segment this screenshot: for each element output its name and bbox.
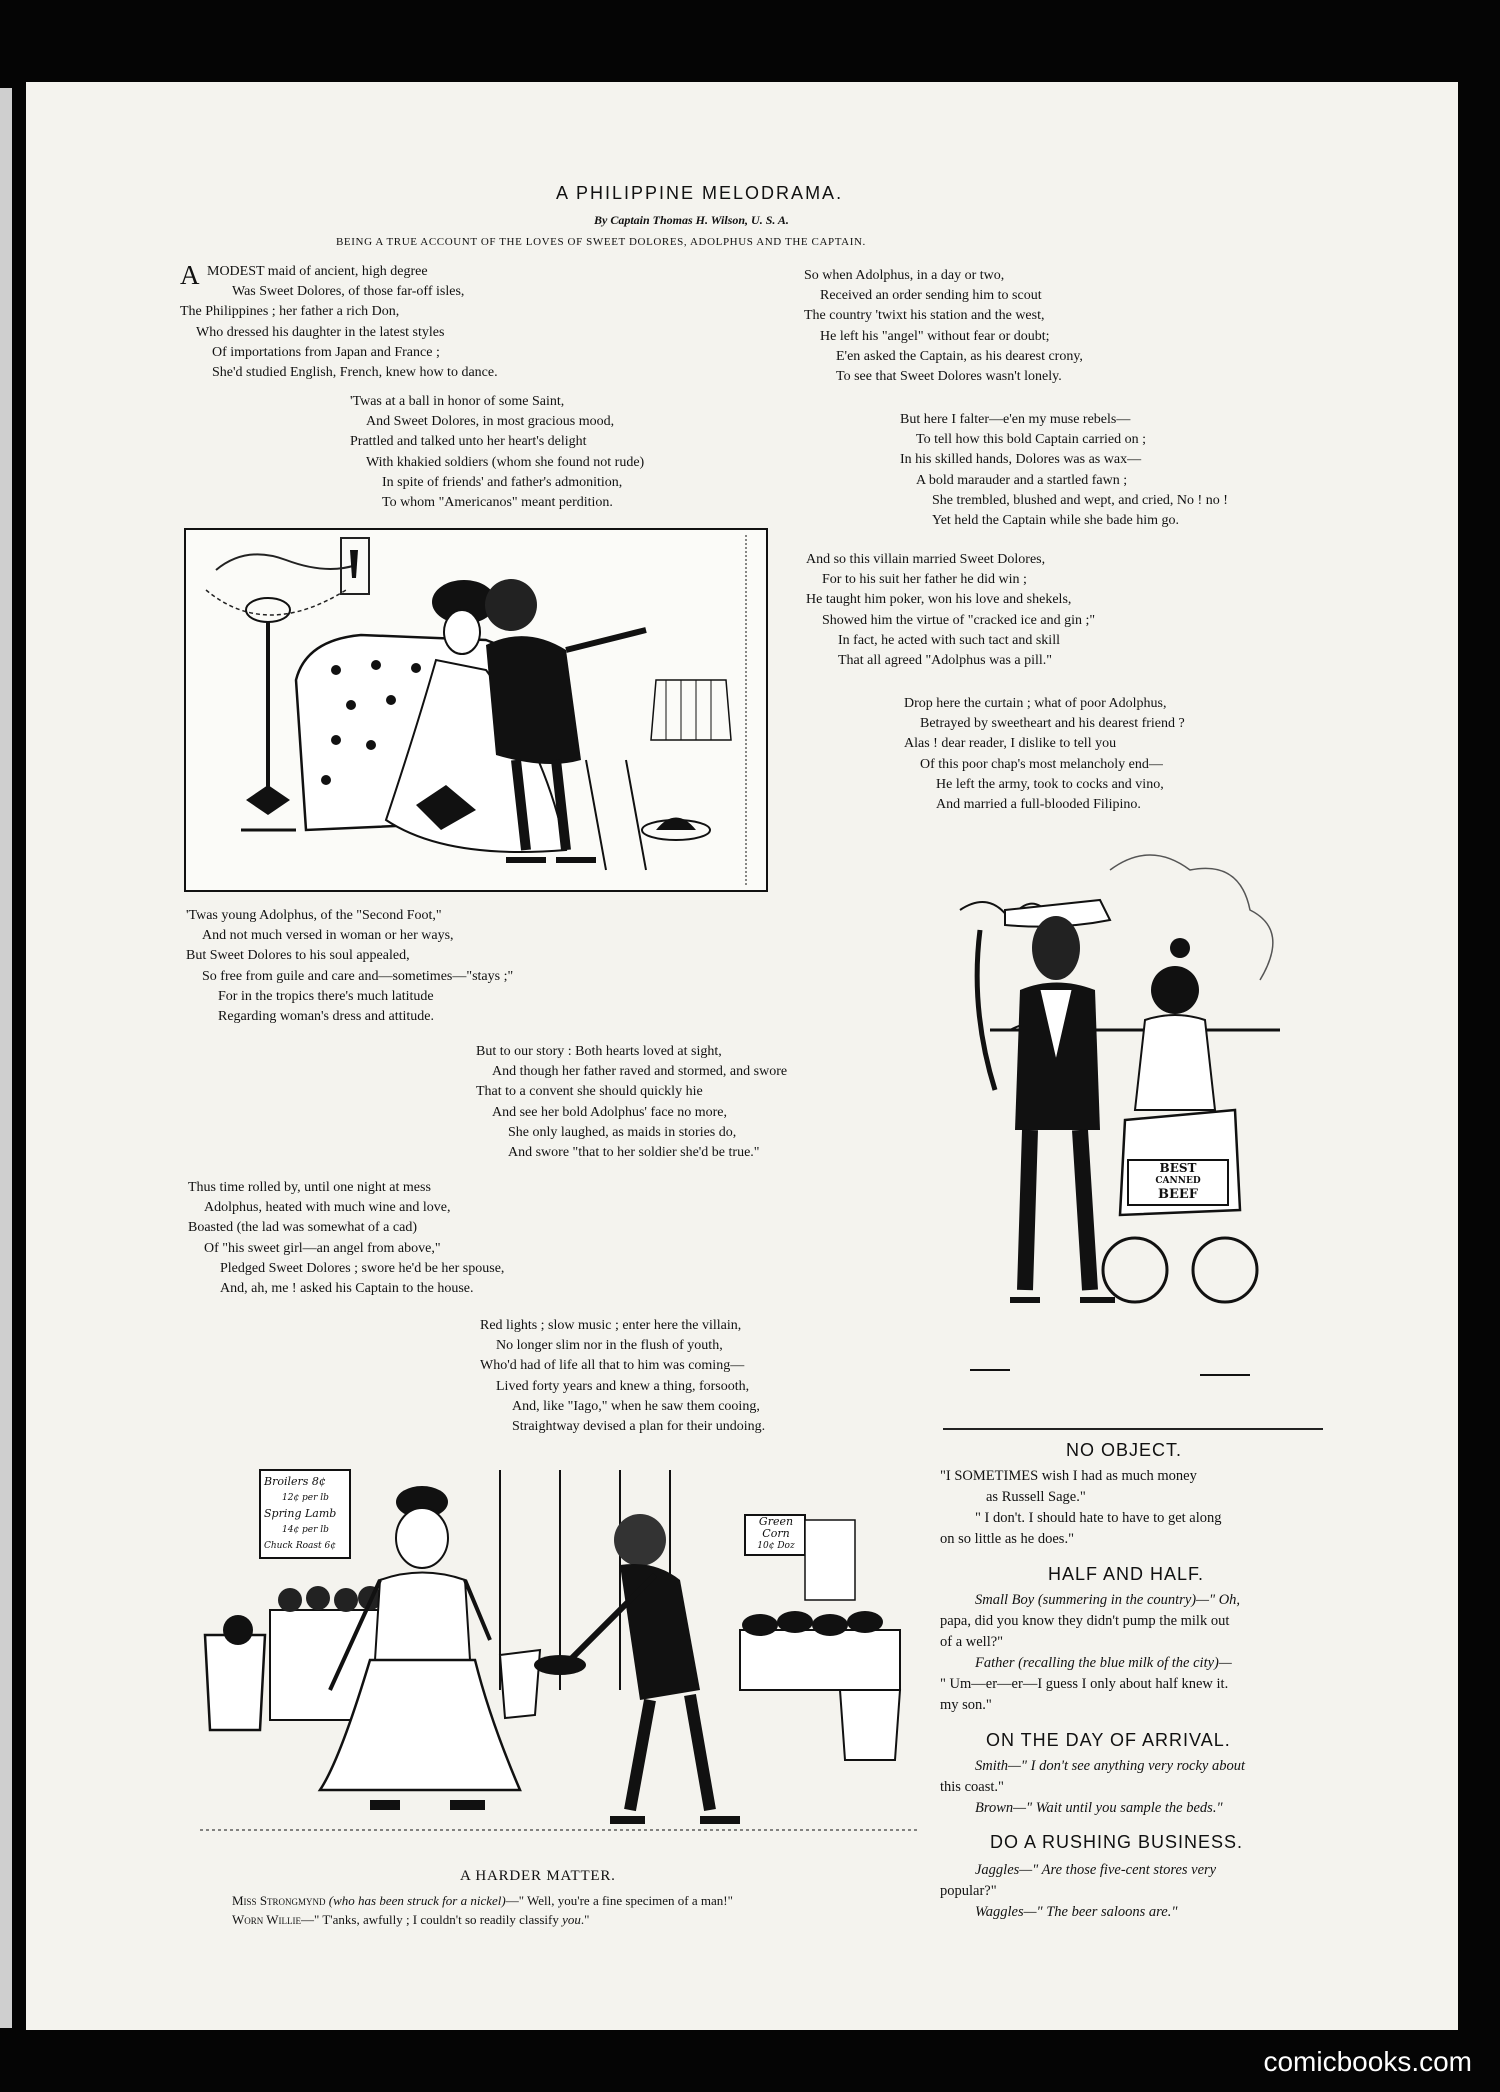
article-subtitle: BEING A TRUE ACCOUNT OF THE LOVES OF SWEET DOLORES, ADOLPHUS AND THE CAPTAIN. <box>336 236 866 248</box>
stanza-9 <box>806 550 1095 671</box>
joke-heading-day-of-arrival: ON THE DAY OF ARRIVAL. <box>986 1730 1231 1750</box>
verse-line: Adolphus, heated with much wine and love, <box>204 1200 451 1216</box>
verse-line: Prattled and talked unto her heart's delight <box>350 434 587 450</box>
verse-line: And, like "Iago," when he saw them cooing, <box>512 1398 760 1414</box>
article-title: A PHILIPPINE MELODRAMA. <box>556 183 844 203</box>
verse-line: Who'd had of life all that to him was coming— <box>480 1358 745 1374</box>
verse-line: But to our story : Both hearts loved at sight, <box>476 1044 722 1059</box>
verse-line: Received an order sending him to scout <box>820 288 1042 304</box>
verse-line: To see that Sweet Dolores wasn't lonely. <box>836 368 1062 384</box>
joke-half-and-half <box>940 1590 1330 1716</box>
stroller-sign-line: BEEF <box>1157 1187 1199 1202</box>
cartoon-caption-title: A HARDER MATTER. <box>460 1868 616 1884</box>
joke-line: popular?" <box>940 1883 997 1899</box>
verse-line: And though her father raved and stormed, and swore <box>492 1064 788 1080</box>
verse-line: He taught him poker, won his love and shekels, <box>806 592 1072 608</box>
verse-line: 'Twas young Adolphus, of the "Second Foot," <box>186 908 442 923</box>
article-byline: By Captain Thomas H. Wilson, U. S. A. <box>594 213 789 227</box>
joke-heading-rushing-business: DO A RUSHING BUSINESS. <box>990 1832 1244 1852</box>
verse-line: But Sweet Dolores to his soul appealed, <box>186 948 410 964</box>
verse-line: And not much versed in woman or her ways, <box>202 928 454 944</box>
stanza-4 <box>476 1042 787 1163</box>
illustration-market-scene <box>200 1460 920 1860</box>
drop-cap: A <box>180 260 200 290</box>
caption-text: —" T'anks, awfully ; I couldn't so readily classify <box>301 1912 559 1927</box>
joke-line: papa, did you know they didn't pump the milk out <box>940 1613 1230 1629</box>
verse-line: She only laughed, as maids in stories do, <box>508 1124 737 1140</box>
verse-line: For in the tropics there's much latitude <box>218 988 434 1004</box>
joke-line: " Um—er—er—I guess I only about half knew it. <box>940 1676 1229 1692</box>
verse-line: No longer slim nor in the flush of youth, <box>496 1338 723 1354</box>
caption-emphasis: you <box>562 1912 581 1927</box>
verse-line: Of importations from Japan and France ; <box>212 344 440 360</box>
joke-line: Jaggles—" Are those five-cent stores very <box>975 1862 1217 1878</box>
verse-line: So free from guile and care and—sometimes—"stays ;" <box>202 968 514 984</box>
verse-line: In his skilled hands, Dolores was as wax— <box>900 452 1142 468</box>
verse-line: In fact, he acted with such tact and skill <box>838 632 1060 648</box>
verse-line: And so this villain married Sweet Dolores, <box>806 552 1046 567</box>
sofa-scene-drawing <box>186 530 766 890</box>
joke-line: as Russell Sage." <box>986 1489 1086 1505</box>
joke-rushing-business <box>940 1860 1330 1923</box>
stroller-sign-line: BEST <box>1159 1161 1197 1175</box>
stroller-sign <box>1130 1162 1226 1201</box>
joke-line: this coast." <box>940 1779 1004 1795</box>
shop-sign-left <box>264 1474 348 1554</box>
caption-aside: (who has been struck for a nickel) <box>328 1893 506 1908</box>
joke-line: Brown—" Wait until you sample the beds." <box>975 1800 1223 1816</box>
stanza-7 <box>804 266 1083 387</box>
stanza-5 <box>188 1178 504 1299</box>
shop-sign-right <box>748 1516 804 1552</box>
caption-speaker: Worn Willie <box>232 1912 302 1927</box>
joke-line: Waggles—" The beer saloons are." <box>975 1904 1178 1920</box>
verse-line: Boasted (the lad was somewhat of a cad) <box>188 1220 417 1236</box>
shop-sign-left-line: Chuck Roast 6¢ <box>264 1541 336 1551</box>
verse-line: Of "his sweet girl—an angel from above," <box>204 1240 441 1256</box>
site-watermark: comicbooks.com <box>1263 2046 1472 2077</box>
stanza-1 <box>180 262 498 383</box>
joke-line: Smith—" I don't see anything very rocky about <box>975 1758 1245 1774</box>
verse-line: To tell how this bold Captain carried on ; <box>916 432 1146 448</box>
joke-line: Small Boy (summering in the country)—" Oh, <box>975 1592 1241 1608</box>
verse-line: With khakied soldiers (whom she found not rude) <box>366 454 645 470</box>
stanza-10 <box>904 694 1185 815</box>
caption-text: —" Well, you're a fine specimen of a man!" <box>505 1893 733 1908</box>
stanza-2 <box>350 392 644 513</box>
verse-line: MODEST maid of ancient, high degree <box>207 264 428 279</box>
verse-line: And Sweet Dolores, in most gracious mood, <box>366 414 615 430</box>
verse-line: To whom "Americanos" meant perdition. <box>382 494 613 510</box>
verse-line: That to a convent she should quickly hie <box>476 1084 703 1100</box>
joke-heading-no-object: NO OBJECT. <box>1066 1440 1183 1460</box>
joke-heading-half-and-half: HALF AND HALF. <box>1048 1564 1205 1584</box>
joke-line: of a well?" <box>940 1634 1004 1650</box>
shop-sign-right-line: Green <box>758 1515 794 1528</box>
verse-line: For to his suit her father he did win ; <box>822 572 1027 588</box>
joke-line: "I SOMETIMES wish I had as much money <box>940 1468 1197 1484</box>
verse-line: He left his "angel" without fear or doubt; <box>820 328 1050 344</box>
shop-sign-left-line: 14¢ per lb <box>282 1525 329 1535</box>
stroller-scene-drawing <box>950 830 1310 1410</box>
joke-no-object <box>940 1466 1330 1550</box>
illustration-family-stroller <box>950 830 1310 1410</box>
verse-line: She trembled, blushed and wept, and cried, No ! no ! <box>932 492 1228 508</box>
left-page-edge <box>0 88 12 2028</box>
verse-line: Pledged Sweet Dolores ; swore he'd be her spouse, <box>220 1260 505 1276</box>
cartoon-caption-line-1 <box>232 1893 733 1909</box>
verse-line: The Philippines ; her father a rich Don, <box>180 304 400 320</box>
verse-line: Who dressed his daughter in the latest styles <box>196 324 445 340</box>
shop-sign-left-line: Broilers 8¢ <box>264 1475 326 1488</box>
joke-line: " I don't. I should hate to have to get along <box>975 1510 1222 1526</box>
stroller-sign-line: CANNED <box>1155 1176 1201 1186</box>
verse-line: Drop here the curtain ; what of poor Adolphus, <box>904 696 1167 711</box>
section-divider <box>943 1428 1323 1430</box>
verse-line: 'Twas at a ball in honor of some Saint, <box>350 394 565 409</box>
verse-line: Regarding woman's dress and attitude. <box>218 1008 434 1024</box>
joke-line: Father (recalling the blue milk of the city)— <box>975 1655 1232 1671</box>
verse-line: That all agreed "Adolphus was a pill." <box>838 652 1052 668</box>
verse-line: Of this poor chap's most melancholy end— <box>920 756 1163 772</box>
verse-line: But here I falter—e'en my muse rebels— <box>900 412 1131 427</box>
verse-line: She'd studied English, French, knew how to dance. <box>212 364 498 380</box>
verse-line: Straightway devised a plan for their undoing. <box>512 1418 766 1434</box>
verse-line: Betrayed by sweetheart and his dearest friend ? <box>920 716 1185 732</box>
verse-line: And, ah, me ! asked his Captain to the house. <box>220 1280 474 1296</box>
verse-line: Red lights ; slow music ; enter here the villain, <box>480 1318 742 1333</box>
verse-line: Alas ! dear reader, I dislike to tell you <box>904 736 1117 752</box>
stanza-8 <box>900 410 1228 531</box>
verse-line: And married a full-blooded Filipino. <box>936 796 1141 812</box>
shop-sign-left-line: 12¢ per lb <box>282 1493 329 1503</box>
verse-line: Was Sweet Dolores, of those far-off isles, <box>232 284 465 300</box>
verse-line: Lived forty years and knew a thing, forsooth, <box>496 1378 750 1394</box>
joke-line: my son." <box>940 1697 992 1713</box>
verse-line: In spite of friends' and father's admonition, <box>382 474 623 490</box>
verse-line: Thus time rolled by, until one night at mess <box>188 1180 431 1195</box>
stanza-3 <box>186 906 513 1027</box>
caption-text-end: ." <box>580 1912 590 1927</box>
verse-line: And swore "that to her soldier she'd be true." <box>508 1144 760 1160</box>
illustration-couple-on-sofa <box>184 528 768 892</box>
joke-line: on so little as he does." <box>940 1531 1074 1547</box>
verse-line: A bold marauder and a startled fawn ; <box>916 472 1128 488</box>
verse-line: He left the army, took to cocks and vino, <box>936 776 1164 792</box>
verse-line: And see her bold Adolphus' face no more, <box>492 1104 728 1120</box>
joke-day-of-arrival <box>940 1756 1330 1819</box>
verse-line: So when Adolphus, in a day or two, <box>804 268 1005 283</box>
shop-sign-right-line: 10¢ Doz <box>757 1541 795 1551</box>
verse-line: E'en asked the Captain, as his dearest crony, <box>836 348 1083 364</box>
shop-sign-left-line: Spring Lamb <box>264 1507 337 1520</box>
caption-speaker: Miss Strongmynd <box>232 1893 326 1908</box>
shop-sign-right-line: Corn <box>762 1527 790 1540</box>
verse-line: The country 'twixt his station and the west, <box>804 308 1045 324</box>
cartoon-caption-line-2 <box>232 1912 589 1928</box>
stanza-6 <box>480 1316 765 1437</box>
verse-line: Yet held the Captain while she bade him go. <box>932 512 1180 528</box>
verse-line: Showed him the virtue of "cracked ice and gin ;" <box>822 612 1096 628</box>
